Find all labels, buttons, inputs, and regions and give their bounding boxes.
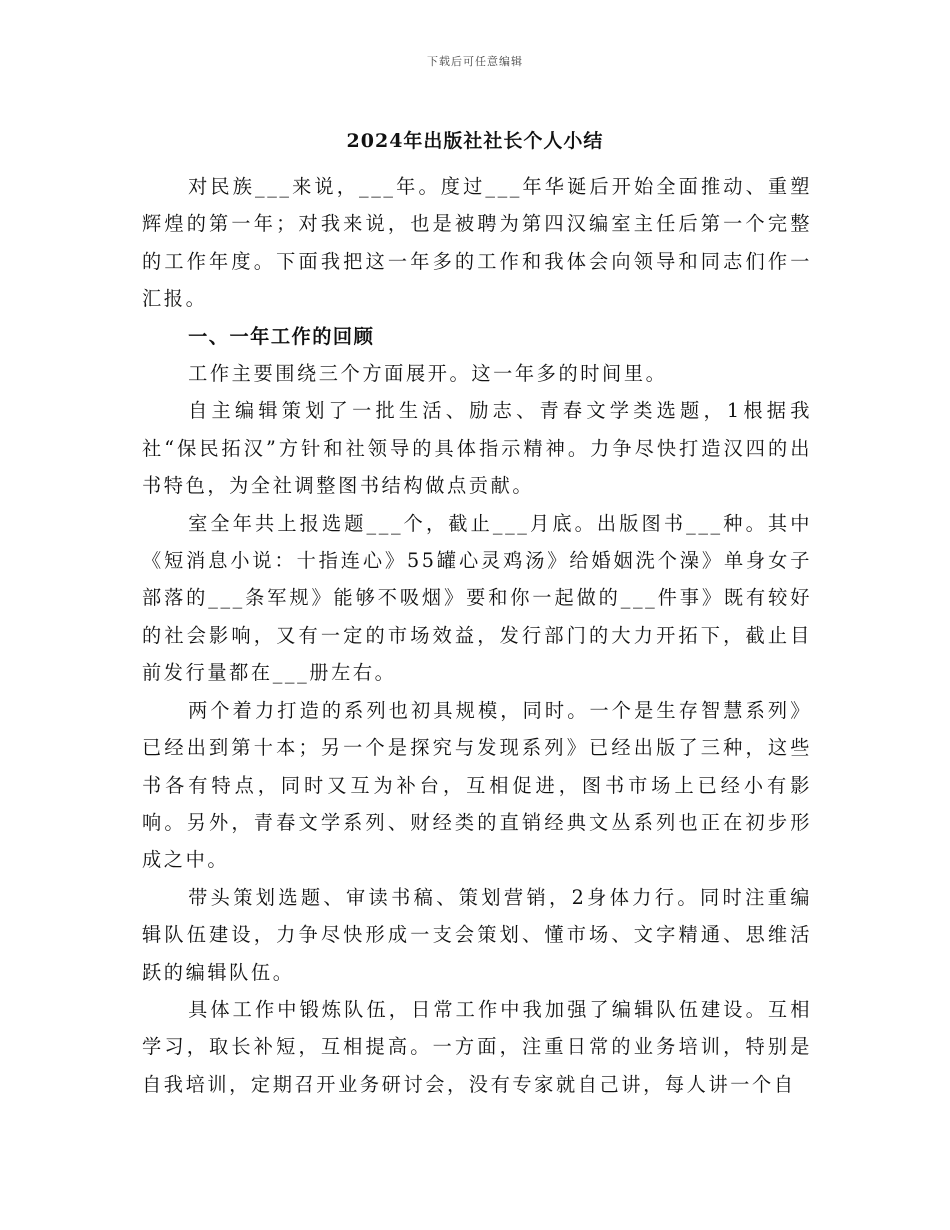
paragraph-publication-stats: 室全年共上报选题___个，截止___月底。出版图书___种。其中《短消息小说：十指连心》55罐心灵鸡汤》给婚姻洗个澡》单身女子部落的___条军规》能够不吸烟》要和你一起做的___件事》既有较好的社会影响，又有一定的市场效益，发行部门的大力开拓下，截止目前发行量都在___册左右。 — [142, 511, 812, 685]
header-note: 下载后可任意编辑 — [427, 55, 523, 68]
paragraph-team-training: 具体工作中锻炼队伍，日常工作中我加强了编辑队伍建设。互相学习，取长补短，互相提高。一方面，注重日常的业务培训，特别是自我培训，定期召开业务研讨会，没有专家就自己讲，每人讲一个自 — [142, 997, 812, 1096]
paragraph-leadership: 带头策划选题、审读书稿、策划营销，2身体力行。同时注重编辑队伍建设，力争尽快形成一支会策划、懂市场、文字精通、思维活跃的编辑队伍。 — [142, 885, 812, 984]
document-title: 2024年出版社社长个人小结 — [346, 130, 604, 152]
document-body — [142, 168, 812, 1103]
paragraph-intro: 对民族___来说，___年。度过___年华诞后开始全面推动、重塑辉煌的第一年；对我来说，也是被聘为第四汉编室主任后第一个完整的工作年度。下面我把这一年多的工作和我体会向领导和同志们作一汇报。 — [142, 175, 812, 311]
paragraph-topic-planning: 自主编辑策划了一批生活、励志、青春文学类选题，1根据我社“保民拓汉”方针和社领导的具体指示精神。力争尽快打造汉四的出书特色，为全社调整图书结构做点贡献。 — [142, 399, 812, 498]
section-heading-review: 一、一年工作的回顾 — [188, 324, 375, 348]
paragraph-series: 两个着力打造的系列也初具规模，同时。一个是生存智慧系列》已经出到第十本；另一个是探究与发现系列》已经出版了三种，这些书各有特点，同时又互为补台，互相促进，图书市场上已经小有影响。另外，青春文学系列、财经类的直销经典文丛系列也正在初步形成之中。 — [142, 698, 812, 872]
paragraph-overview: 工作主要围绕三个方面展开。这一年多的时间里。 — [188, 362, 668, 386]
